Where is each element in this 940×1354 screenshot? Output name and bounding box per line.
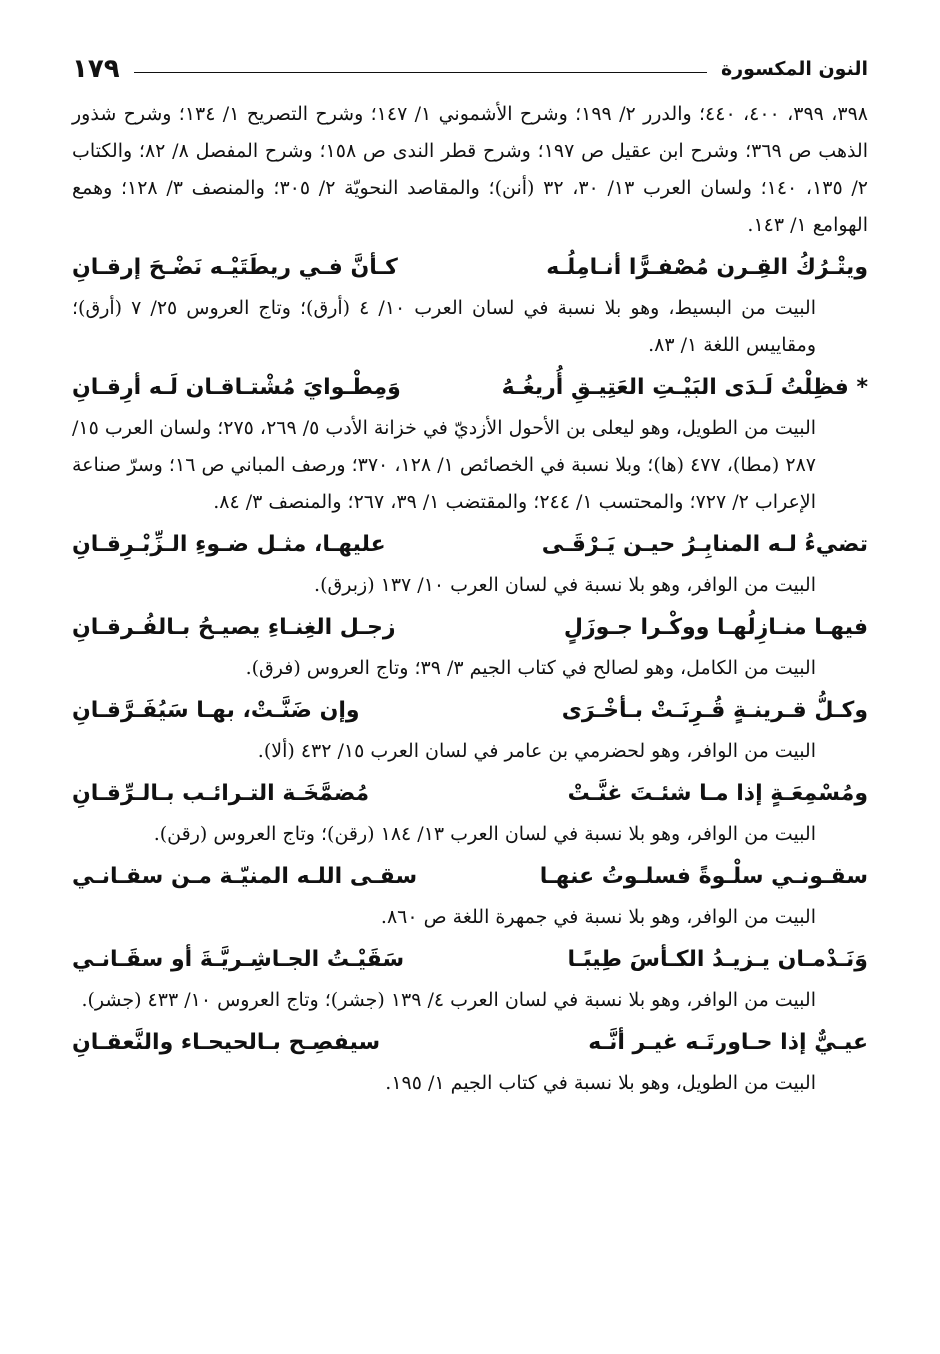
- verse-line: [72, 523, 868, 567]
- verse-entry: [72, 938, 868, 1019]
- verse-note: البيت من الوافر، وهو بلا نسبة في لسان العرب ١٣/ ١٨٤ (رقن)؛ وتاج العروس (رقن).: [153, 823, 816, 845]
- verse-line: [72, 246, 868, 290]
- second-hemistich: زجـل الغِنـاءِ يصيـحُ بـالفُـرقـانِ: [72, 615, 396, 640]
- first-hemistich: وَنَـدْمـان يـزيـدُ الكـأسَ طِيبًـا: [567, 947, 868, 972]
- second-hemistich: مُضمَّخَـة التـرائـب بـالـرِّقـانِ: [72, 781, 370, 806]
- verse-note: البيت من الطويل، وهو بلا نسبة في كتاب الجيم ١/ ١٩٥.: [385, 1072, 816, 1094]
- entries-list: [72, 246, 868, 1102]
- verse-entry: [72, 523, 868, 604]
- intro-paragraph: ٣٩٨، ٣٩٩، ٤٠٠، ٤٤٠؛ والدرر ٢/ ١٩٩؛ وشرح الأشموني ١/ ١٤٧؛ وشرح التصريح ١/ ١٣٤؛ وشرح شذور الذهب ص ٣٦٩؛ وشرح ابن عقيل ص ١٩٧؛ وشرح قطر الندى ص ١٥٨؛ وشرح المفصل ٨/ ٨٢؛ والكتاب ٢/ ١٣٥، ١٤٠؛ ولسان العرب ١٣/ ٣٠، ٣٢ (أنن)؛ والمقاصد النحويّة ٢/ ٣٠٥؛ والمنصف ٣/ ١٢٨؛ وهمع الهوامع ١/ ١٤٣.: [72, 103, 868, 236]
- first-hemistich: ويتْـرُكُ القِـرن مُصْفـرًّا أنـامِلُـه: [546, 255, 868, 280]
- verse-line: [72, 689, 868, 733]
- verse-line: [72, 855, 868, 899]
- verse-entry: [72, 855, 868, 936]
- first-hemistich: فيهـا منـازِلُهـا ووكْـرا جـوزَلٍ: [563, 615, 868, 640]
- verse-note: البيت من الوافر، وهو بلا نسبة في لسان العرب ١٠/ ١٣٧ (زبرق).: [314, 574, 816, 596]
- second-hemistich: سيفصِـح بـالحيحـاء والنَّعقـانِ: [72, 1030, 381, 1055]
- verse-note: البيت من الطويل، وهو ليعلى بن الأحول الأزديّ في خزانة الأدب ٥/ ٢٦٩، ٢٧٥؛ ولسان العرب ١٥/ ٢٨٧ (مطا)، ٤٧٧ (ها)؛ وبلا نسبة في الخصائص ١/ ١٢٨، ٣٧٠؛ ورصف المباني ص ١٦؛ وسرّ صناعة الإعراب ٢/ ٧٢٧؛ والمحتسب ١/ ٢٤٤؛ والمقتضب ١/ ٣٩، ٢٦٧؛ والمنصف ٣/ ٨٤.: [72, 417, 817, 513]
- verse-line: [72, 772, 868, 816]
- first-hemistich: وكـلُّ قـرينـةٍ قُـرِنَـتْ بـأخْـرَى: [561, 698, 868, 723]
- verse-entry: [72, 606, 868, 687]
- second-hemistich: كـأنَّ فـي ريطَتَيْـه نَضْـحَ إرقـانِ: [72, 255, 398, 280]
- verse-line: [72, 1021, 868, 1065]
- running-header-title: النون المكسورة: [721, 58, 868, 80]
- verse-note: البيت من الوافر، وهو بلا نسبة في لسان العرب ٤/ ١٣٩ (جشر)؛ وتاج العروس ١٠/ ٤٣٣ (جشر).: [81, 989, 816, 1011]
- verse-note: البيت من الكامل، وهو لصالح في كتاب الجيم ٣/ ٣٩؛ وتاج العروس (فرق).: [245, 657, 816, 679]
- verse-entry: [72, 689, 868, 770]
- verse-line: [72, 606, 868, 650]
- verse-entry: [72, 772, 868, 853]
- verse-note: البيت من البسيط، وهو بلا نسبة في لسان العرب ١٠/ ٤ (أرق)؛ وتاج العروس ٢٥/ ٧ (أرق)؛ ومقاييس اللغة ١/ ٨٣.: [72, 297, 817, 356]
- first-hemistich: * فظِلْتُ لَـدَى البَيْـتِ العَتِيـقِ أُريغُـهُ: [501, 375, 868, 400]
- first-hemistich: سقـونـي سلْـوةً فسلـوتُ عنهـا: [539, 864, 868, 889]
- second-hemistich: سَقَيْـتُ الجـاشِـريَّـةَ أو سقَـانـي: [72, 947, 405, 972]
- running-header: [72, 50, 868, 88]
- verse-note: البيت من الوافر، وهو لحضرمي بن عامر في لسان العرب ١٥/ ٤٣٢ (ألا).: [257, 740, 816, 762]
- page-number: ١٧٩: [72, 54, 120, 84]
- second-hemistich: سقـى اللـه المنيّـة مـن سقـانـي: [72, 864, 418, 889]
- verse-line: [72, 938, 868, 982]
- verse-note: البيت من الوافر، وهو بلا نسبة في جمهرة اللغة ص ٨٦٠.: [380, 906, 816, 928]
- verse-entry: [72, 1021, 868, 1102]
- second-hemistich: وإن ضَنَّـتْ، بهـا سَيُفَـرَّقـانِ: [72, 698, 360, 723]
- first-hemistich: تضيءُ لـه المنابِـرُ حيـن يَـرْقَـى: [541, 532, 868, 557]
- second-hemistich: وَمِطْـوايَ مُشْتـاقـان لَـه أرِقـانِ: [72, 375, 401, 400]
- verse-line: [72, 366, 868, 410]
- second-hemistich: عليهـا، مثـل ضـوءِ الـزِّبْـرِقـانِ: [72, 532, 386, 557]
- verse-entry: [72, 246, 868, 364]
- first-hemistich: ومُسْمِعَـةٍ إذا مـا شئـتَ غنَّـتْ: [567, 781, 868, 806]
- first-hemistich: عيـيٌّ إذا حـاورتَـه غيـر أنَّـه: [588, 1030, 868, 1055]
- header-rule: [134, 72, 707, 73]
- verse-entry: [72, 366, 868, 521]
